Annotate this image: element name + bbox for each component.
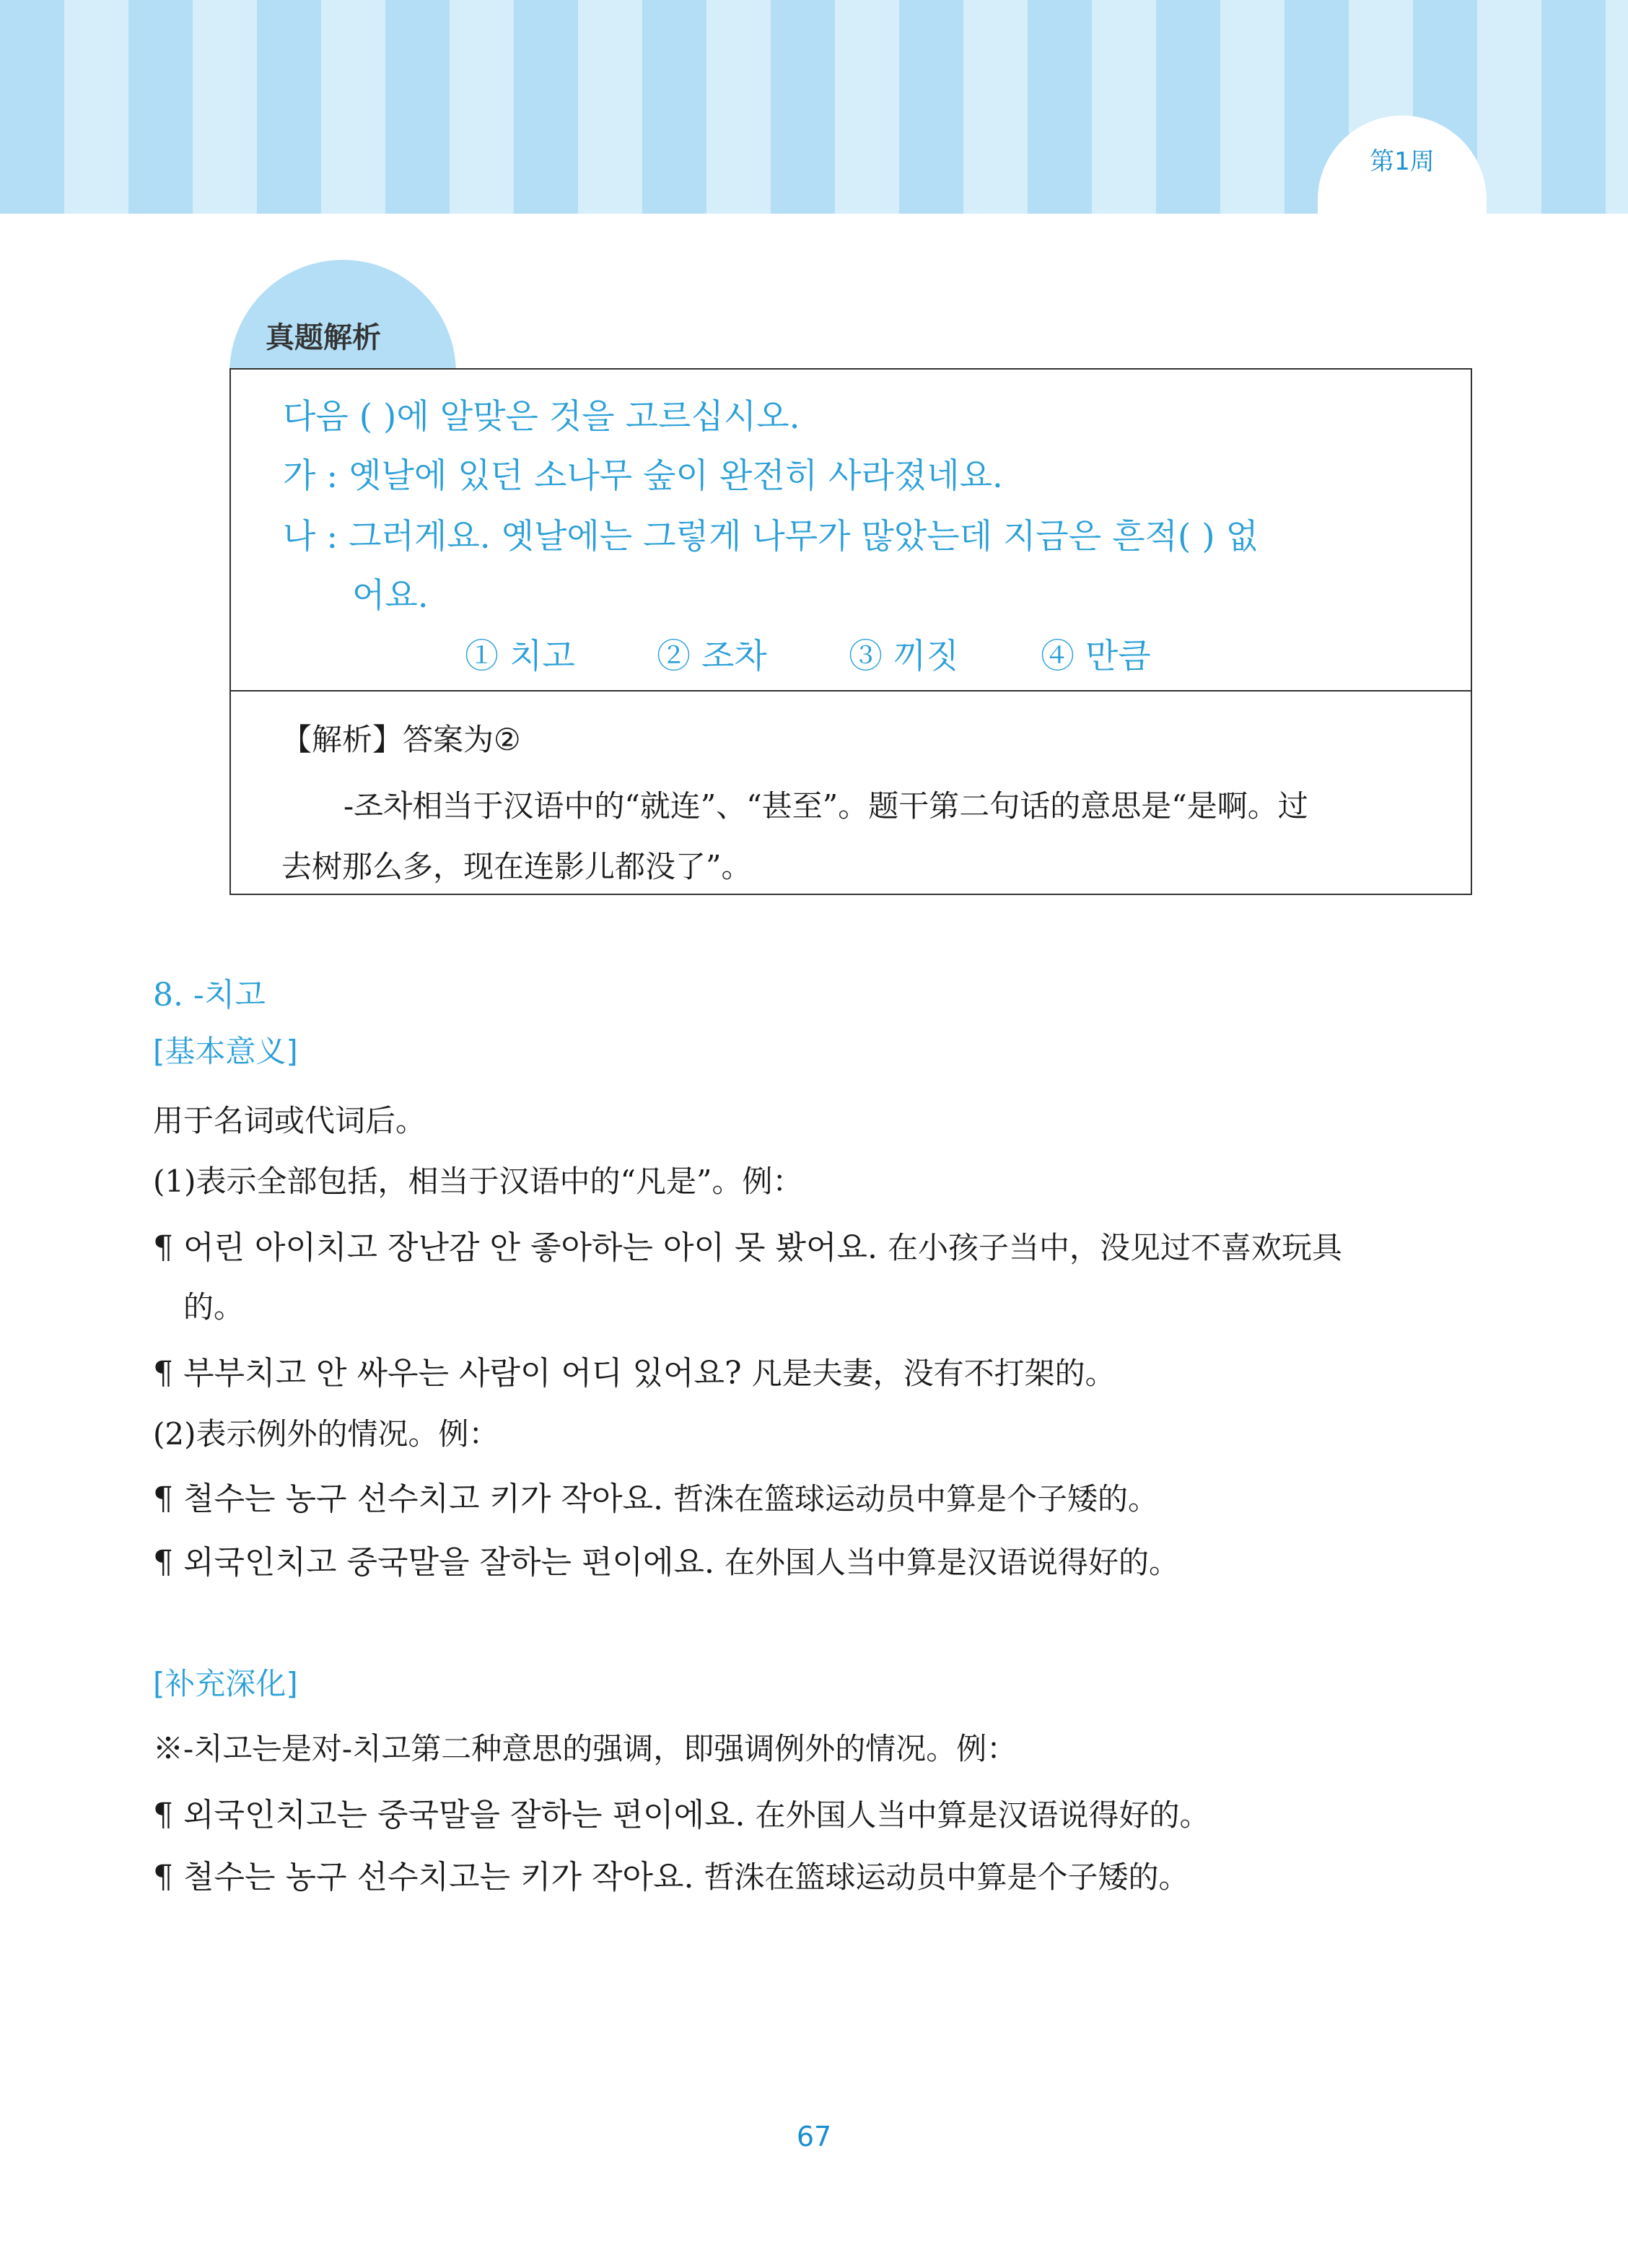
example-row <box>153 1221 1342 1268</box>
exam-option-2: ② 조차 <box>657 637 767 676</box>
example-row <box>153 1473 1158 1519</box>
section-title: 8. -치고 <box>153 977 266 1013</box>
pilcrow-icon: ¶ <box>153 1797 173 1833</box>
pilcrow-icon: ¶ <box>153 1480 173 1517</box>
exam-option-3: ③ 끼짓 <box>849 637 959 676</box>
example-row <box>153 1536 1179 1582</box>
page-number: 67 <box>796 2121 832 2153</box>
example-chinese: 哲洙在篮球运动员中算是个子矮的。 <box>673 1481 1159 1517</box>
example-continuation: 的。 <box>183 1289 245 1325</box>
meaning-2: (2)表示例外的情况。例： <box>153 1416 499 1452</box>
example-korean: 외국인치고는 중국말을 잘하는 편이에요. <box>183 1797 745 1833</box>
analysis-title: 【解析】答案为② <box>281 722 521 757</box>
exam-tab-label: 真题解析 <box>266 321 381 354</box>
exam-dialogue-b-cont: 어요. <box>352 576 429 616</box>
pilcrow-icon: ¶ <box>153 1859 173 1896</box>
supplement-note: ※-치고는是对-치고第二种意思的强调，即强调例外的情况。例： <box>153 1731 1017 1766</box>
pilcrow-icon: ¶ <box>153 1355 173 1392</box>
example-korean: 어린 아이치고 장난감 안 좋아하는 아이 못 봤어요. <box>183 1229 878 1266</box>
pilcrow-icon: ¶ <box>153 1544 173 1581</box>
week-label: 第1周 <box>1370 147 1435 176</box>
example-chinese: 凡是夫妻，没有不打架的。 <box>751 1356 1116 1391</box>
example-chinese: 在外国人当中算是汉语说得好的。 <box>755 1797 1210 1833</box>
exam-dialogue-a: 가 : 옛날에 있던 소나무 숲이 완전히 사라졌네요. <box>283 456 1003 496</box>
example-chinese: 在小孩子当中，没见过不喜欢玩具 <box>887 1230 1342 1265</box>
example-row <box>153 1851 1189 1897</box>
example-row <box>153 1789 1210 1835</box>
exam-option-4: ④ 만큼 <box>1041 637 1151 676</box>
example-chinese: 哲洙在篮球运动员中算是个子矮的。 <box>704 1859 1189 1895</box>
example-korean: 외국인치고 중국말을 잘하는 편이에요. <box>183 1544 715 1581</box>
exam-dialogue-b: 나 : 그러게요. 옛날에는 그렇게 나무가 많았는데 지금은 흔적( ) 없 <box>283 517 1259 557</box>
pilcrow-icon: ¶ <box>153 1229 173 1266</box>
example-korean: 철수는 농구 선수치고는 키가 작아요. <box>183 1859 694 1896</box>
exam-instruction: 다음 ( )에 알맞은 것을 고르십시오. <box>283 397 800 437</box>
example-korean: 부부치고 안 싸우는 사람이 어디 있어요? <box>183 1355 742 1392</box>
supplement-heading: [补充深化] <box>153 1666 298 1701</box>
analysis-line-1: -조차相当于汉语中的“就连”、“甚至”。题干第二句话的意思是“是啊。过 <box>343 788 1308 824</box>
exam-option-1: ① 치고 <box>465 637 575 676</box>
analysis-line-2: 去树那么多，现在连影儿都没了”。 <box>281 849 752 884</box>
basic-meaning-heading: [基本意义] <box>153 1034 298 1069</box>
exam-divider <box>229 690 1472 692</box>
example-chinese: 在外国人当中算是汉语说得好的。 <box>725 1545 1180 1580</box>
intro-text: 用于名词或代词后。 <box>153 1103 426 1138</box>
example-row <box>153 1347 1116 1393</box>
meaning-1: (1)表示全部包括，相当于汉语中的“凡是”。例： <box>153 1164 803 1199</box>
example-korean: 철수는 농구 선수치고 키가 작아요. <box>183 1480 663 1517</box>
